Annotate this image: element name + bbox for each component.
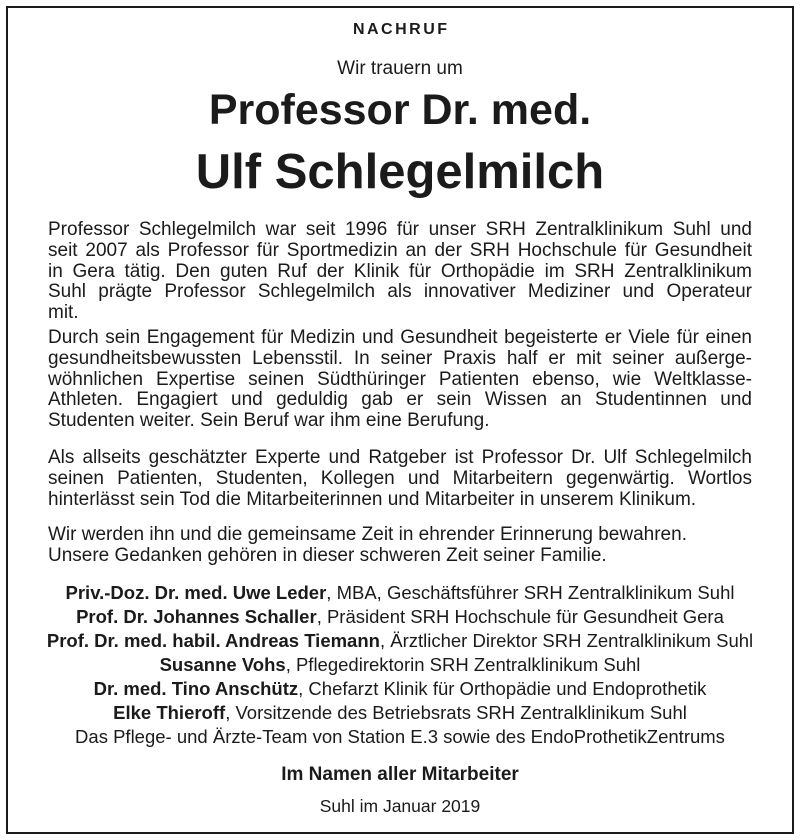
notice-kicker: NACHRUF (352, 21, 450, 38)
signatory-role: , Präsident SRH Hochschule für Gesundheit Gera (316, 606, 724, 627)
signatory-role: , Chefarzt Klinik für Orthopädie und Endoprothetik (298, 678, 707, 699)
body-line: Suhl prägte Professor Schlegelmilch als innovativer Mediziner und Operateur (48, 281, 752, 303)
body-line: Studenten weiter. Sein Beruf war ihm eine Berufung. (48, 410, 490, 432)
signatory-name: Dr. med. Tino Anschütz (93, 678, 299, 699)
signatory-name: Prof. Dr. med. habil. Andreas Tiemann (46, 630, 380, 651)
body-paragraph (48, 525, 752, 567)
signatory-role: , Vorsitzende des Betriebsrats SRH Zentralklinikum Suhl (225, 702, 687, 723)
signatory-line (0, 581, 800, 605)
signatory-line (0, 701, 800, 725)
signatory-line (0, 653, 800, 677)
body-line: Wir werden ihn und die gemeinsame Zeit in ehrender Erinnerung bewahren. (48, 524, 687, 545)
body-paragraph (48, 448, 752, 510)
signatories-list (0, 581, 800, 749)
body-line: Professor Schlegelmilch war seit 1996 für unser SRH Zentralklinikum Suhl und (48, 219, 752, 240)
body-paragraph (48, 220, 752, 324)
body-line: in Gera tätig. Den guten Ruf der Klinik für Orthopädie im SRH Zentralklinikum (48, 260, 752, 282)
signatory-line (0, 605, 800, 629)
body-line: Athleten. Engagiert und geduldig gab er sein Wissen an Studentinnen und (48, 389, 752, 411)
body-line: seit 2007 als Professor für Sportmedizin an der SRH Hochschule für Gesundheit (48, 239, 752, 261)
signatory-name: Priv.-Doz. Dr. med. Uwe Leder (65, 582, 327, 603)
signatory-line (0, 677, 800, 701)
signatory-name: Susanne Vohs (159, 654, 286, 675)
signatory-role: , Ärztlicher Direktor SRH Zentralklinikum Suhl (379, 630, 754, 651)
signatory-role: , MBA, Geschäftsführer SRH Zentralklinikum Suhl (326, 582, 735, 603)
body-line: mit. (48, 302, 79, 324)
signatory-name: Elke Thieroff (113, 702, 226, 723)
body-line: wöhnlichen Expertise seinen Südthüringer Patienten ebenso, wie Weltklasse- (48, 368, 752, 390)
body-line: Als allseits geschätzter Experte und Ratgeber ist Professor Dr. Ulf Schlegelmilch (48, 447, 752, 468)
deceased-title: Professor Dr. med. (208, 86, 592, 134)
on-behalf-line: Im Namen aller Mitarbeiter (281, 764, 519, 785)
deceased-name: Ulf Schlegelmilch (195, 145, 605, 199)
body-line: gesundheitsbewussten Lebensstil. In seiner Praxis half er mit seiner außerge- (48, 347, 752, 369)
signatory-line (0, 629, 800, 653)
body-line: Unsere Gedanken gehören in dieser schweren Zeit seiner Familie. (48, 544, 607, 566)
team-line: Das Pflege- und Ärzte-Team von Station E.3 sowie des EndoProthetikZentrums (75, 726, 725, 747)
notice-intro: Wir trauern um (337, 58, 463, 79)
place-date: Suhl im Januar 2019 (319, 796, 481, 816)
body-line: Durch sein Engagement für Medizin und Gesundheit begeisterte er Viele für einen (48, 327, 752, 348)
body-line: seinen Patienten, Studenten, Kollegen und Mitarbeitern gegenwärtig. Wortlos (48, 467, 752, 489)
body-line: hinterlässt sein Tod die Mitarbeiterinnen und Mitarbeiter in unserem Klinikum. (48, 488, 697, 510)
signatory-name: Prof. Dr. Johannes Schaller (76, 606, 317, 627)
signatory-role: , Pflegedirektorin SRH Zentralklinikum Suhl (285, 654, 641, 675)
body-paragraph (48, 328, 752, 432)
